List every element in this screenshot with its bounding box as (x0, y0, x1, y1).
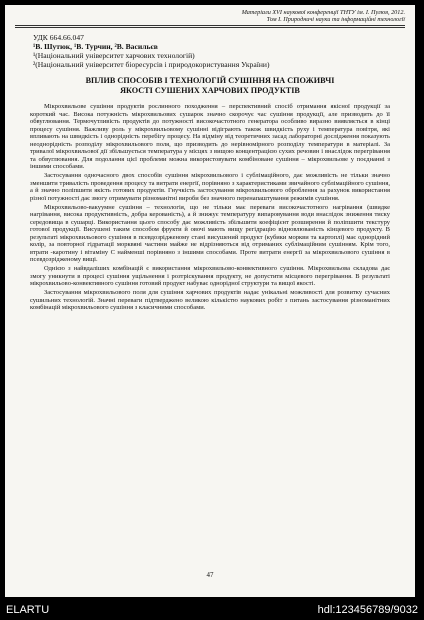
authors: ¹В. Шутюк, ¹В. Турчин, ²В. Васильєв (33, 42, 158, 51)
body-paragraph: Мікрохвильове сушіння продуктів рослинного походження – перспективний спосіб отримання якісної продукції за короткий час. Висока потужність мікрохвильових сушарок значно скорочує час сушіння продукції, але призводить до її обвуглювання. Термочутливість продуктів до потужності високочастотного генератора особливо виразно виявляється в кінці процесу сушіння. Важливу роль у мікрохвильовому сушінні відіграють також швидкість руху і температура повітря, які впливають на швидкість і однорідність перебігу процесу. На відміну від теоретичних засад лабораторні дослідження показують неоднорідність розподілу мікрохвильового поля, що призводить до нерівномірного розподілу температури в матеріалі. За тривалої мікрохвильової дії збільшується температура у місцях з вищою концентрацією сухих речовин і внаслідок перегрівання та обвуглювання. Для подолання цієї проблеми можна використовувати комбіноване сушіння – мікрохвильове у поєднанні з іншими способами. (30, 103, 390, 170)
article-body (30, 103, 390, 313)
body-paragraph: Застосування одночасного двох способів сушіння мікрохвильового і сублімаційного, дає можливість не тільки значно зменшити тривалість проведення процесу та витрати енергії, порівняно з характеристиками звичайного сублімаційного сушіння, а й значно поліпшити якість готових продуктів. Гнучкість застосування мікрохвильового оброблення за рахунок використання різної потужності дає змогу отримувати різноманітні вироби без значного перенапаштування режимів сушіння. (30, 172, 390, 202)
header-rule-bottom (15, 27, 405, 28)
article-title-line1: ВПЛИВ СПОСОБІВ І ТЕХНОЛОГІЙ СУШІННЯ НА СПОЖИВЧІ (85, 76, 335, 85)
running-header-line2: Том І. Природничі науки та інформаційні технології (266, 16, 405, 23)
udk-code: УДК 664.66.047 (33, 33, 84, 42)
article-title-line2: ЯКОСТІ СУШЕНИХ ХАРЧОВИХ ПРОДУКТІВ (120, 86, 300, 95)
page-number: 47 (206, 571, 214, 579)
repository-name: ELARTU (6, 604, 50, 616)
body-paragraph: Застосування мікрохвильового поля для сушіння харчових продуктів надає унікальні можливості для розвитку сучасних сушильних технологій. Значні переваги підтверджено великою кількістю наукових робіт з питань застосування різноманітних комбінацій мікрохвильового сушіння з класичними способами. (30, 289, 390, 311)
viewer-footer-bar (0, 597, 424, 620)
handle-link[interactable]: hdl:123456789/9032 (317, 604, 418, 616)
affiliation-2: ²(Національний університет біоресурсів і природокористування України) (33, 60, 270, 69)
document-page (5, 5, 415, 597)
header-rule-top (15, 25, 405, 26)
body-paragraph: Однією з найвдаліших комбінацій є використання мікрохвильово-конвективного сушіння. Мікрохвильова складова дає змогу уникнути в процесі сушіння ущільнення і розтріскування продукту, не допустити місцевого перегрівання. В результаті мікрохвильово-конвективного сушіння готовий продукт набуває однорідної структури та вищої якості. (30, 265, 390, 287)
affiliation-1: ¹(Національний університет харчових технологій) (33, 51, 195, 60)
body-paragraph: Мікрохвильово-вакуумне сушіння – технологія, що не тільки має переваги високочастотного нагрівання (швидке нагрівання, висока продуктивність, добра керованість), а й знижує температуру випаровування води внаслідок зниження тиску середовища в сушарці. Використання цього способу дає можливість збільшити коефіцієнт розширення й поліпшити текстуру готової продукції. Висушені таким способом фрукти й овочі мають вищу регідрацію відновлюваність кінцевого продукту. В результаті мікрохвильового сушіння в псевдозрідженому стані висушений продукт (кубики моркви та картоплі) має однорідний колір, за повторної гідратації морквяні частини майже не відрізняються від отриманих сублімаційним сушінням. Крім того, втрати -каротину і вітаміну С найменші порівняно з іншими способами. Проте витрати енергії за мікрохвильового сушіння в псевдозрідженому вищі. (30, 203, 390, 263)
running-header-line1: Матеріали XVI наукової конференції ТНТУ ім. І. Пулюя, 2012. (241, 9, 405, 16)
article-title (15, 76, 405, 96)
